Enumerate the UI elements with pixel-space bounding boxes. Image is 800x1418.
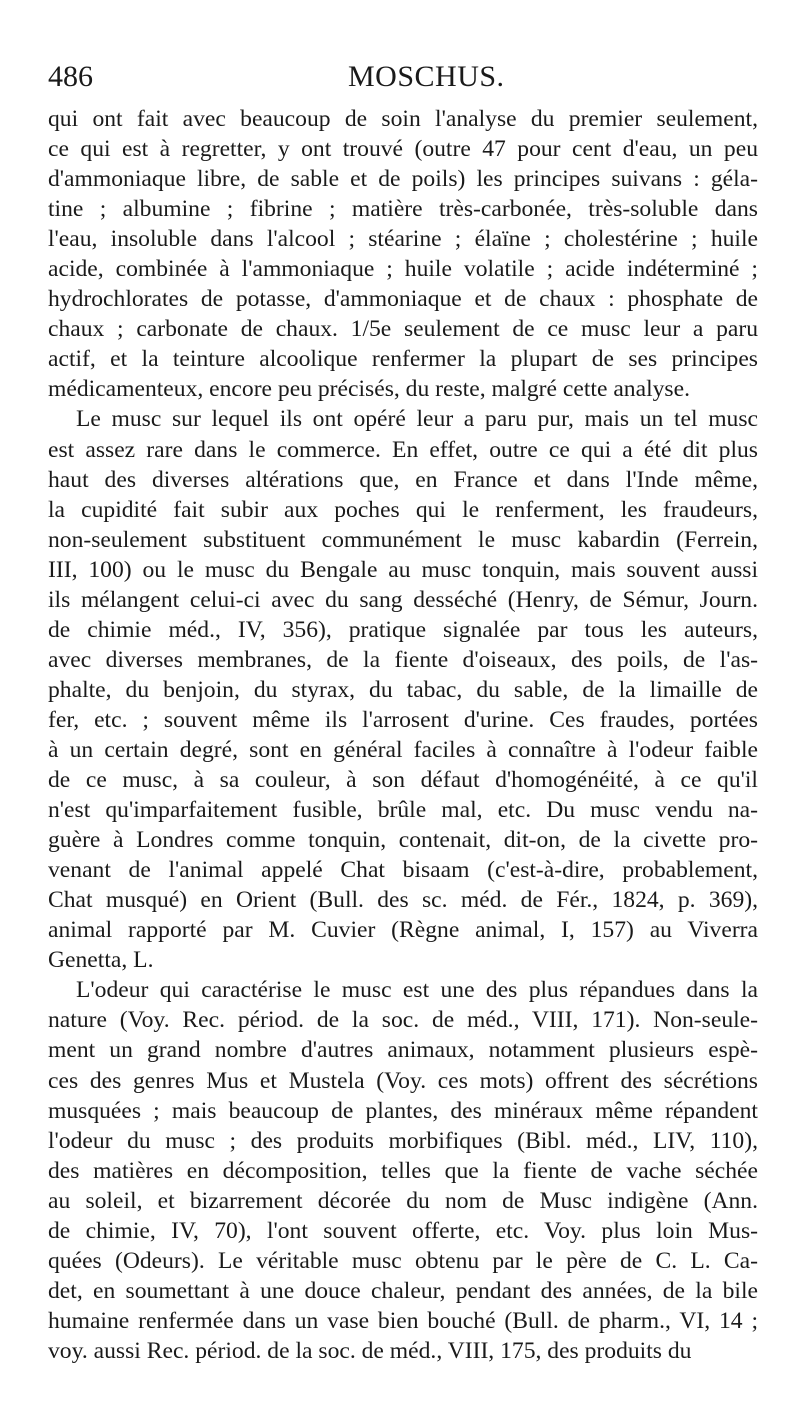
text-line: d'ammoniaque libre, de sable et de poils) les principes suivans : géla- [48, 166, 758, 193]
text-line: quées (Odeurs). Le véritable musc obtenu par le père de C. L. Ca- [48, 1247, 758, 1274]
text-line: Le musc sur lequel ils ont opéré leur a paru pur, mais un tel musc [76, 406, 758, 433]
text-line: musquées ; mais beaucoup de plantes, des minéraux même répandent [48, 1097, 758, 1124]
text-line: III, 100) ou le musc du Bengale au musc tonquin, mais souvent aussi [48, 556, 758, 583]
text-line: humaine renfermée dans un vase bien bouché (Bull. de pharm., VI, 14 ; [48, 1307, 758, 1334]
text-line: est assez rare dans le commerce. En effet, outre ce qui a été dit plus [48, 436, 758, 463]
text-line: ils mélangent celui-ci avec du sang desséché (Henry, de Sémur, Journ. [48, 586, 758, 613]
text-line: ces des genres Mus et Mustela (Voy. ces mots) offrent des sécrétions [48, 1067, 758, 1094]
text-line: avec diverses membranes, de la fiente d'oiseaux, des poils, de l'as- [48, 646, 758, 673]
text-line: haut des diverses altérations que, en France et dans l'Inde même, [48, 466, 758, 493]
text-line: de ce musc, à sa couleur, à son défaut d'homogénéité, à ce qu'il [48, 767, 758, 794]
text-line: guère à Londres comme tonquin, contenait, dit-on, de la civette pro- [48, 827, 758, 854]
text-line: qui ont fait avec beaucoup de soin l'analyse du premier seulement, [48, 106, 758, 132]
text-line: hydrochlorates de potasse, d'ammoniaque et de chaux : phosphate de [48, 286, 758, 313]
text-line: l'eau, insoluble dans l'alcool ; stéarine ; élaïne ; cholestérine ; huile [48, 226, 758, 253]
text-line: n'est qu'imparfaitement fusible, brûle mal, etc. Du musc vendu na- [48, 797, 758, 824]
text-line: Chat musqué) en Orient (Bull. des sc. méd. de Fér., 1824, p. 369), [48, 887, 758, 914]
text-line: chaux ; carbonate de chaux. 1/5e seulement de ce musc leur a paru [48, 316, 758, 343]
text-line: l'odeur du musc ; des produits morbifiques (Bibl. méd., LIV, 110), [48, 1127, 758, 1154]
paragraph [48, 104, 758, 404]
text-line: de chimie, IV, 70), l'ont souvent offerte, etc. Voy. plus loin Mus- [48, 1217, 758, 1244]
text-line: au soleil, et bizarrement décorée du nom de Musc indigène (Ann. [48, 1187, 758, 1214]
page-number: 486 [48, 60, 93, 93]
text-line: de chimie méd., IV, 356), pratique signalée par tous les auteurs, [48, 616, 758, 643]
text-line: actif, et la teinture alcoolique renfermer la plupart de ses principes [48, 346, 758, 373]
text-line: L'odeur qui caractérise le musc est une des plus répandues dans la [76, 977, 758, 1004]
text-line: acide, combinée à l'ammoniaque ; huile volatile ; acide indéterminé ; [48, 256, 758, 283]
text-line: non-seulement substituent communément le musc kabardin (Ferrein, [48, 526, 758, 553]
running-header [48, 60, 758, 104]
body-text [48, 104, 758, 1366]
paragraph [48, 404, 758, 975]
text-line: ment un grand nombre d'autres animaux, notamment plusieurs espè- [48, 1037, 758, 1064]
text-line: des matières en décomposition, telles que la fiente de vache séchée [48, 1157, 758, 1184]
text-line: phalte, du benjoin, du styrax, du tabac, du sable, de la limaille de [48, 676, 758, 703]
paragraph [48, 975, 758, 1366]
text-line: voy. aussi Rec. périod. de la soc. de méd., VIII, 175, des produits du [48, 1337, 692, 1364]
text-line: la cupidité fait subir aux poches qui le renferment, les fraudeurs, [48, 496, 758, 523]
text-line: ce qui est à regretter, y ont trouvé (outre 47 pour cent d'eau, un peu [48, 136, 758, 163]
text-line: tine ; albumine ; fibrine ; matière très-carbonée, très-soluble dans [48, 196, 758, 223]
text-line: Genetta, L. [48, 947, 154, 974]
text-line: det, en soumettant à une douce chaleur, pendant des années, de la bile [48, 1277, 758, 1304]
text-line: venant de l'animal appelé Chat bisaam (c'est-à-dire, probablement, [48, 857, 758, 884]
text-line: à un certain degré, sont en général faciles à connaître à l'odeur faible [48, 736, 758, 763]
running-title: MOSCHUS. [348, 60, 505, 93]
text-line: nature (Voy. Rec. périod. de la soc. de méd., VIII, 171). Non-seule- [48, 1007, 758, 1034]
text-line: médicamenteux, encore peu précisés, du reste, malgré cette analyse. [48, 376, 690, 403]
text-line: fer, etc. ; souvent même ils l'arrosent d'urine. Ces fraudes, portées [48, 706, 758, 733]
text-line: animal rapporté par M. Cuvier (Règne animal, I, 157) au Viverra [48, 917, 758, 944]
